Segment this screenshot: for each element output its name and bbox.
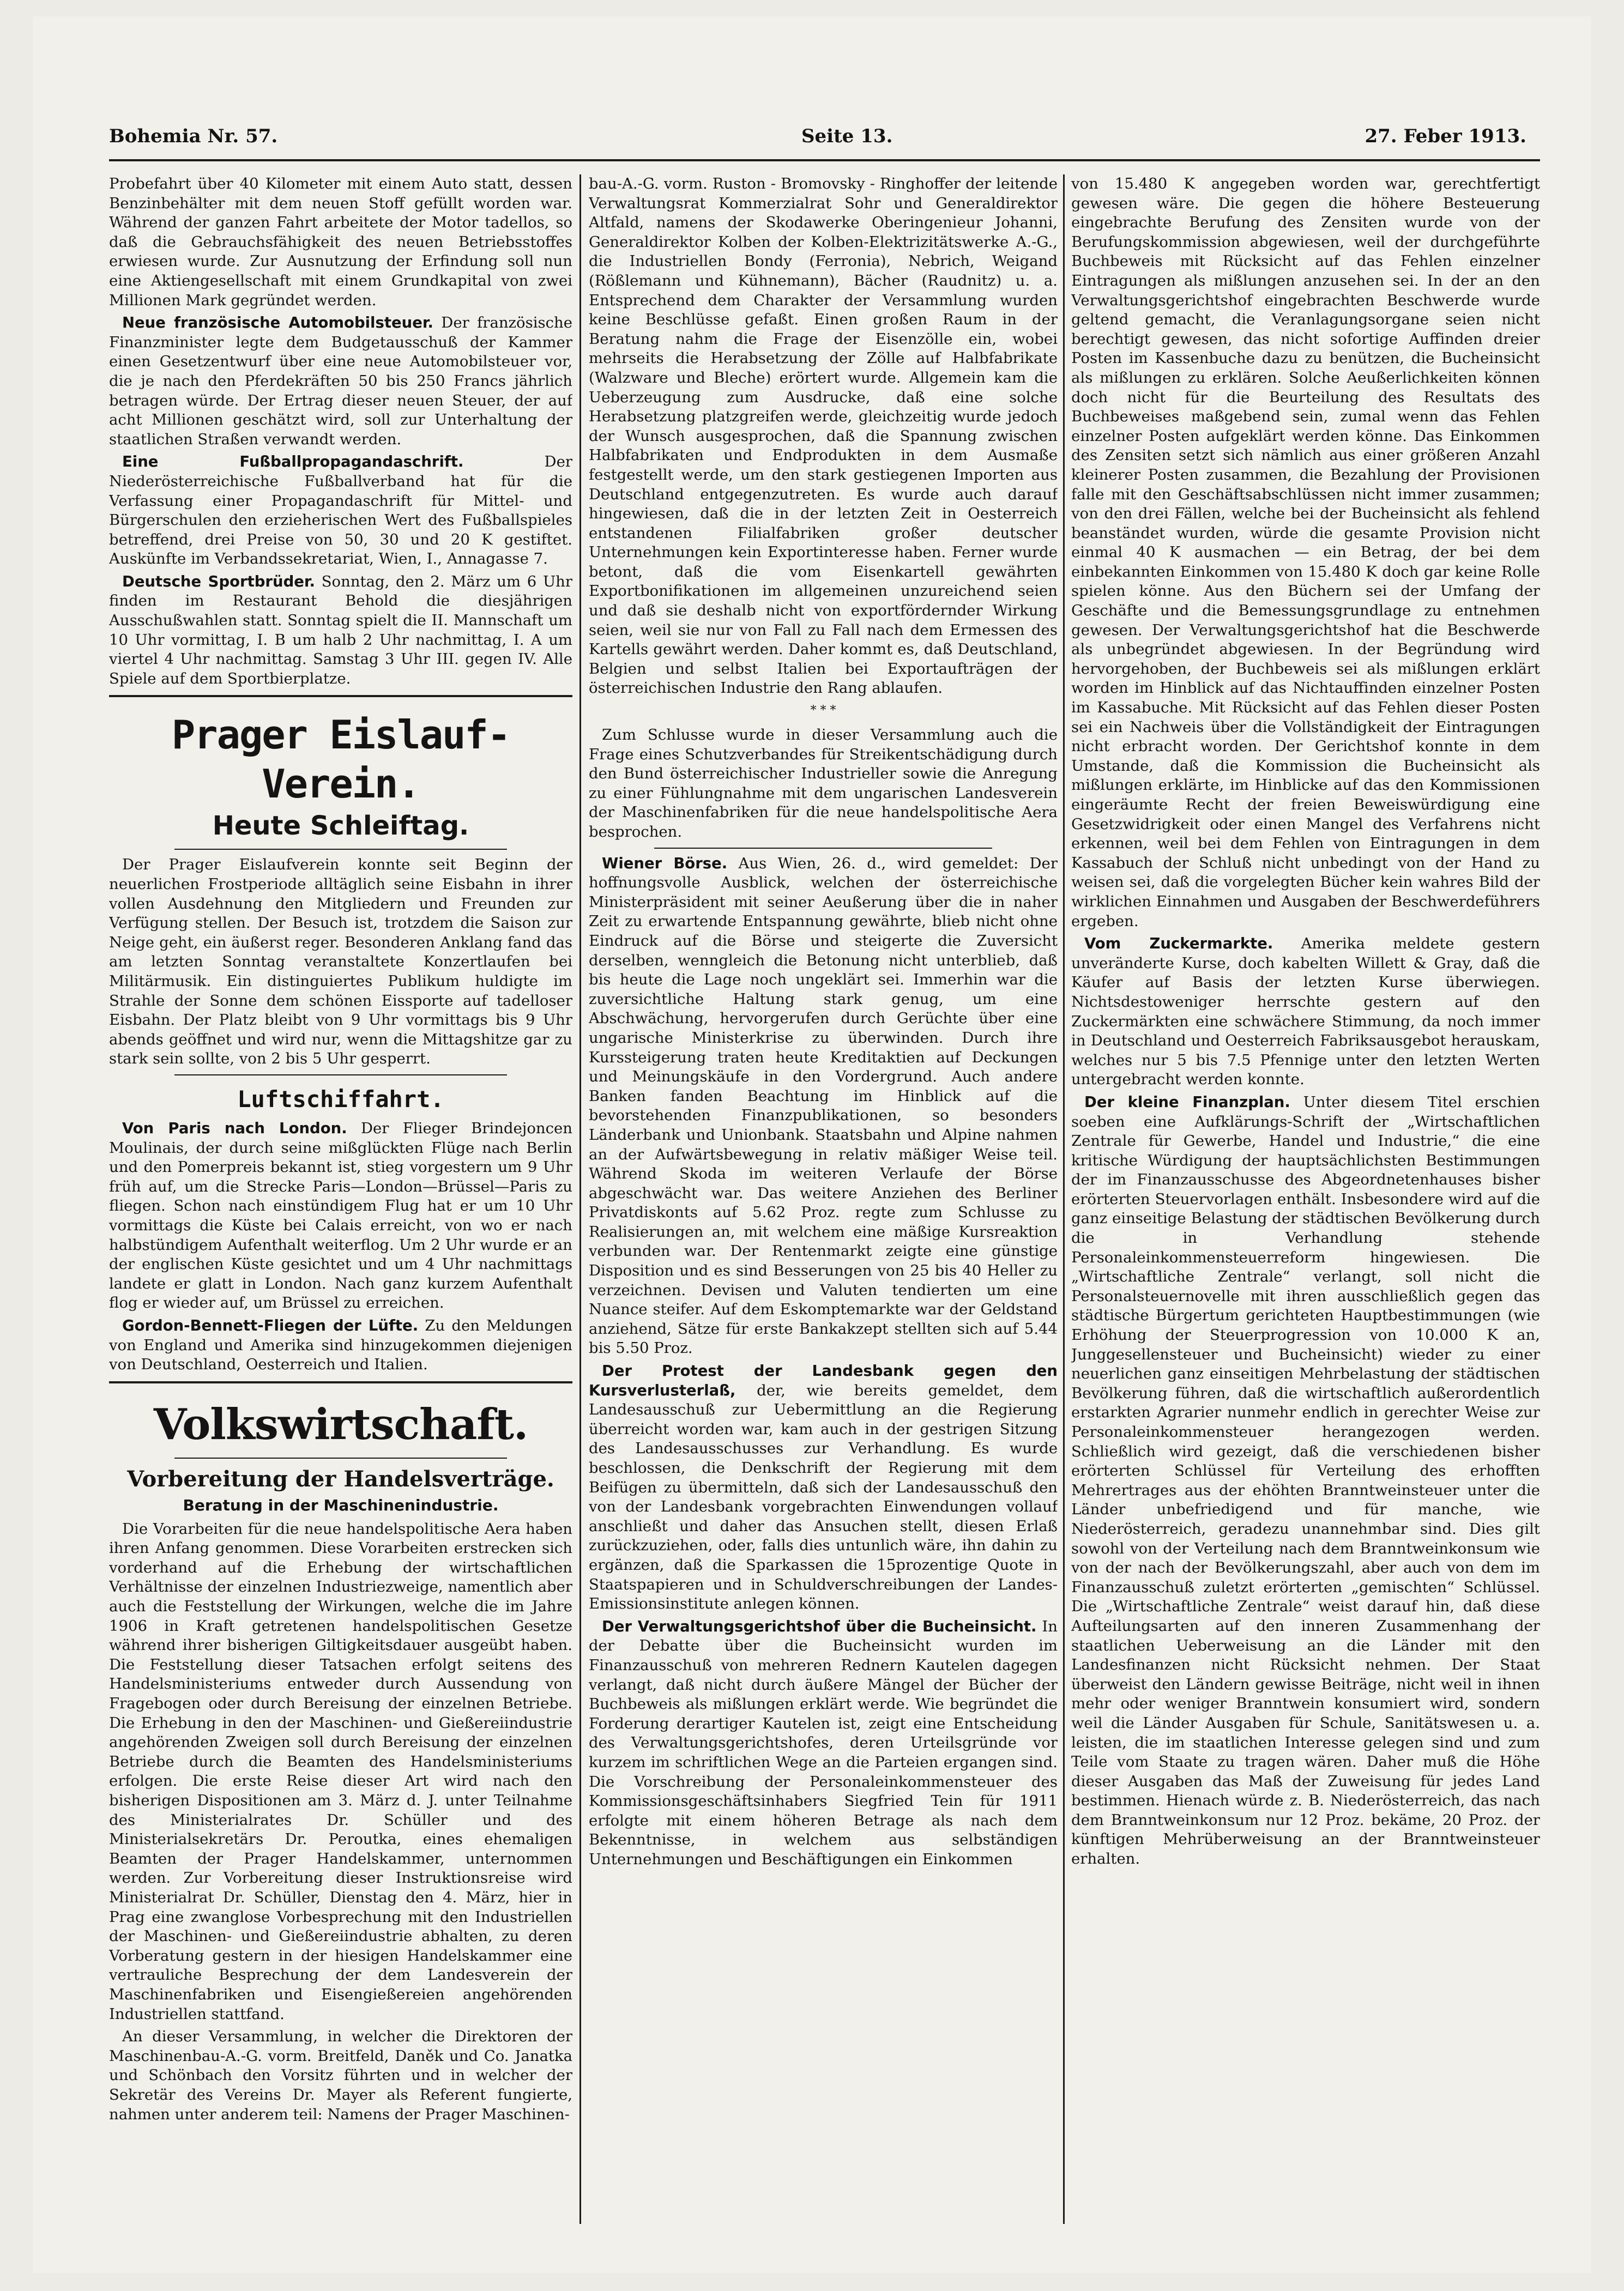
article-landesbank-title: Der Protest der Landesbank gegen den Kursverlusterlaß, — [589, 1362, 1058, 1399]
article-handelsvertraege-2: An dieser Versammlung, in welcher die Direktoren der Maschinenbau-A.-G. vorm. Breitfeld, Daněk und Co. Janatka und Schönbach den Vorsitz führten und in welcher der Sekretär des Vereins Dr. Mayer als Referent fungierte, nahmen unter anderem teil: Namens der Prager Maschinen- — [109, 2028, 572, 2123]
article-gordon-bennett-title: Gordon-Bennett-Fliegen der Lüfte. — [122, 1316, 419, 1334]
article-verwaltungsgerichtshof — [589, 1617, 1058, 1870]
headline-handelsvertraege: Vorbereitung der Handelsverträge. — [127, 1466, 554, 1492]
eislauf-headline: Prager Eislauf-Verein. — [171, 712, 510, 807]
separator-stars: * * * — [810, 704, 836, 718]
eislauf-subheadline: Heute Schleiftag. — [212, 811, 469, 842]
article-handelsvertraege-1: Die Vorarbeiten für die neue handelspolitische Aera haben ihren Anfang genommen. Diese Vorarbeiten erstrecken sich vorderhand auf die Erhebung der wirtschaftlichen Verhältnisse der einzelnen Industriezweige, namentlich aber auch die Feststellung der Wirkungen, welche die im Jahre 1906 in Kraft getretenen handelspolitischen Gesetze während ihrer bisherigen Giltigkeitsdauer ausgeübt haben. Die Feststellung dieser Tatsachen erfolgt seitens des Handelsministeriums entweder durch Aussendung von Fragebogen oder durch Bereisung der einzelnen Betriebe. Die Erhebung in den der Maschinen- und Gießereiindustrie angehörenden Zweigen soll durch Bereisung der einzelnen Betriebe durch die Beamten des Handelsministeriums erfolgen. Die erste Reise dieser Art wird nach den bisherigen Dispositionen am 3. März d. J. unter Teilnahme des Ministerialrates Dr. Schüller und des Ministerialsekretärs Dr. Peroutka, eines ehemaligen Beamten der Prager Handelskammer, unternommen werden. Zur Vorbereitung dieser Instruktionsreise wird Ministerialrat Dr. Schüller, Dienstag den 4. März, hier in Prag eine zwanglose Vorbesprechung mit den Industriellen der Maschinen- und Gießereiindustrie abhalten, zu deren Vorberatung gestern in der hiesigen Handelskammer eine vertrauliche Besprechung der dem Landesverein der Maschinenfabriken und Eisengießereien angehörenden Industriellen stattfand. — [109, 1520, 572, 2023]
article-automobilsteuer-title: Neue französische Automobilsteuer. — [122, 314, 433, 332]
article-paris-london-text: Der Flieger Brindejoncen Moulinais, der durch seine mißglückten Flüge nach Berlin und den Pomerpreis bekannt ist, stieg vorgestern um 9 Uhr früh auf, um die Strecke Paris—London—Brüssel—Paris zu fliegen. Schon nach einstündigem Flug hat er um 10 Uhr vormittags die Küste bei Calais erreicht, von wo er nach halbstündigem Aufenthalt weiterflog. Um 2 Uhr wurde er an der englischen Küste gesichtet und um 4 Uhr nachmittags landete er glatt in London. Nach ganz kurzem Aufenthalt flog er wieder auf, um Brüssel zu erreichen. — [109, 1119, 572, 1312]
column-1 — [109, 174, 572, 2235]
page-header — [109, 104, 1526, 153]
article-finanzplan-title: Der kleine Finanzplan. — [1084, 1093, 1290, 1111]
column-rule-1 — [579, 174, 581, 2224]
column-rule-2 — [1063, 174, 1065, 2224]
subheadline-maschinenindustrie: Beratung in der Maschinenindustrie. — [183, 1496, 499, 1514]
article-finanzplan — [1071, 1093, 1540, 1869]
article-eislauf: Der Prager Eislaufverein konnte seit Beginn der neuerlichen Frostperiode alltäglich seine Eisbahn in ihrer vollen Ausdehnung den Mitgliedern und Freunden zur Verfügung stellen. Der Besuch ist, trotzdem die Saison zur Neige geht, ein äußerst reger. Besonderen Anklang fand das am letzten Sonntag veranstaltete Konzertlaufen bei Militärmusik. Ein distinguiertes Publikum huldigte im Strahle der Sonne dem schönen Eissporte auf tadelloser Eisbahn. Der Platz bleibt von 9 Uhr vormittags bis 9 Uhr abends geöffnet und wird nur, wenn die Mittagshitze gar zu stark sein sollte, von 2 bis 5 Uhr gesperrt. — [109, 856, 572, 1068]
article-verwaltungsgerichtshof-title: Der Verwaltungsgerichtshof über die Bucheinsicht. — [602, 1617, 1037, 1635]
header-publication: Bohemia Nr. 57. — [109, 125, 278, 147]
divider — [109, 1381, 572, 1383]
article-wiener-boerse-text: Aus Wien, 26. d., wird gemeldet: Der hoffnungsvolle Ausblick, welchen der österreichische Ministerpräsident mit seiner Aeußerung über die in naher Zeit zu erwartende Entspannung gewährte, blieb nicht ohne Eindruck auf die Börse und steigerte die Zuversicht derselben, wenngleich die Betonung nicht unterblieb, daß bis heute die Lage noch ungeklärt sei. Immerhin war die zuversichtliche Haltung stark genug, um eine Abschwächung, hervorgerufen durch Gerüchte über eine ungarische Ministerkrise zu überwinden. Durch ihre Kurssteigerung traten heute Kreditaktien auf Deckungen und Meinungskäufe in den Vordergrund. Auch andere Banken fanden Beachtung im Hinblick auf die bevorstehenden Finanzpublikationen, so besonders Länderbank und Unionbank. Staatsbahn und Alpine nahmen an der Aufwärtsbewegung in relativ mäßiger Weise teil. Während Skoda im weiteren Verlaufe der Börse abgeschwächt war. Das weitere Anziehen des Berliner Privatdiskonts auf 5.62 Proz. regte zum Schlusse zu Realisierungen an, mit welchem eine mäßige Kursreaktion verbunden war. Der Rentenmarkt zeigte eine günstige Disposition und es sind Besserungen von 25 bis 40 Heller zu verzeichnen. Devisen und Valuten tendierten um eine Nuance steifer. Auf dem Eskomptemarkte war der Geldstand anziehend, Sätze für erste Bankakzept stellten sich auf 5.44 bis 5.50 Proz. — [589, 854, 1058, 1357]
divider — [174, 1074, 507, 1075]
divider — [654, 848, 992, 849]
newspaper-page — [33, 16, 1591, 2273]
article-fussball-title: Eine Fußballpropagandaschrift. — [122, 453, 464, 471]
header-date: 27. Feber 1913. — [1365, 125, 1526, 147]
section-luftschiffahrt: Luftschiffahrt. — [237, 1085, 444, 1113]
article-gordon-bennett-text: Zu den Meldungen von England und Amerika sind hinzugekommen diejenigen von Deutschland, Oesterreich und Italien. — [109, 1316, 572, 1374]
article-landesbank — [589, 1362, 1058, 1614]
divider — [109, 695, 572, 697]
column-2 — [589, 174, 1058, 2235]
article-wiener-boerse — [589, 854, 1058, 1358]
article-paris-london-title: Von Paris nach London. — [122, 1119, 347, 1137]
article-automobilsteuer-text: Der französische Finanzminister legte dem Budgetausschuß der Kammer einen Gesetzentwurf über eine neue Automobilsteuer vor, die je nach den Pferdekräften 50 bis 250 Francs jährlich betragen würde. Der Ertrag dieser neuen Steuer, der auf acht Millionen geschätzt wird, soll zur Unterhaltung der staatlichen Straßen verwandt werden. — [109, 314, 572, 448]
article-gordon-bennett — [109, 1316, 572, 1375]
article-fussball-text: Der Niederösterreichische Fußballverband hat für die Verfassung einer Propagandaschrift für Mittel- und Bürgerschulen den erzieherischen Wert des Fußballspieles betreffend, drei Preise von 50, 30 und 20 K gestiftet. Auskünfte im Verbandssekretariat, Wien, I., Annagasse 7. — [109, 453, 572, 568]
article-zuckermarkt-text: Amerika meldete gestern unveränderte Kurse, doch kabelten Willett & Gray, daß die Käufer auf Basis der letzten Kurse überwiegen. Nichtsdestoweniger herrschte gestern auf den Zuckermärkten eine schwächere Stimmung, da noch immer in Deutschland und Oesterreich Fabriksausgebot herauskam, welches nur 5 bis 7.5 Pfennige unter den letzten Werten untergebracht werden konnte. — [1071, 935, 1540, 1089]
article-zuckermarkt — [1071, 934, 1540, 1090]
article-automobilsteuer — [109, 313, 572, 449]
article-sportbrueder-text: Sonntag, den 2. März um 6 Uhr finden im Restaurant Behold die diesjährigen Ausschußwahlen statt. Sonntag spielt die II. Mannschaft um 10 Uhr vormittag, I. B um halb 2 Uhr nachmittag, I. A um viertel 4 Uhr nachmittag. Samstag 3 Uhr III. gegen IV. Alle Spiele auf dem Sportbierplatze. — [109, 572, 572, 687]
header-rule — [109, 159, 1540, 161]
article-probefahrt: Probefahrt über 40 Kilometer mit einem Auto statt, dessen Benzinbehälter mit dem neuen Stoff gefüllt worden war. Während der ganzen Fahrt arbeitete der Motor tadellos, so daß die Gebrauchsfähigkeit des neuen Betriebsstoffes erwiesen wurde. Zur Ausnutzung der Erfindung soll nun eine Aktiengesellschaft mit einem Grundkapital von zwei Millionen Mark gegründet werden. — [109, 175, 572, 309]
article-handelsvertraege-cont: bau-A.-G. vorm. Ruston - Bromovsky - Ringhoffer der leitende Verwaltungsrat Kommerzialrat Sohr und Generaldirektor Altfald, namens der Skodawerke Oberingenieur Johanni, Generaldirektor Kolben der Kolben-Elektrizitätswerke A.-G., die Industriellen Bondy (Ferronia), Nebrich, Weigand (Rößlemann und Kühnemann), Bächer (Raudnitz) u. a. Entsprechend dem Charakter der Versammlung wurden keine Beschlüsse gefaßt. Einen großen Raum in der Beratung nahm die Frage der Eisenzölle ein, wobei mehrseits die Herabsetzung der Zölle auf Halbfabrikate (Walzware und Bleche) erörtert wurde. Allgemein kam die Ueberzeugung zum Ausdrucke, daß eine solche Herabsetzung platzgreifen werde, gleichzeitig wurde jedoch der Wunsch ausgesprochen, daß die Spannung zwischen Halbfabrikaten und Endprodukten in dem Ausmaße festgestellt werde, um den stark gestiegenen Importen aus Deutschland entgegenzutreten. Es wurde auch darauf hingewiesen, daß die in der letzten Zeit in Oesterreich entstandenen Filialfabriken großer deutscher Unternehmungen kein Exportinteresse haben. Ferner wurde betont, daß die vom Eisenkartell gewährten Exportbonifikationen im allgemeinen unzureichend seien und daß sie deshalb nicht von exportfördernder Wirkung seien, weil sie nur von Fall zu Fall nach dem Ermessen des Kartells gewährt werden. Daher kommt es, daß Deutschland, Belgien und selbst Italien bei Exportaufträgen der österreichischen Industrie den Rang ablaufen. — [589, 175, 1058, 697]
header-page-number: Seite 13. — [801, 125, 893, 147]
article-verwaltungsgerichtshof-text: In der Debatte über die Bucheinsicht wurden im Finanzausschuß von mehreren Rednern Kautelen dagegen verlangt, daß nicht durch äußere Mängel der Bücher der Buchbeweis als mißlungen erklärt werde. Wie begründet die Forderung derartiger Kautelen ist, zeigt eine Entscheidung des Verwaltungsgerichtshofes, deren Urteilsgründe vor kurzem im schriftlichen Wege an die Parteien ergangen sind. Die Vorschreibung der Personaleinkommensteuer des Kommissionsgeschäftsinhabers Siegfried Tein für 1911 erfolgte mit einem höheren Betrage als nach dem Bekenntnisse, in welchem aus selbständigen Unternehmungen und Beschäftigungen ein Einkommen — [589, 1617, 1058, 1868]
article-sportbrueder-title: Deutsche Sportbrüder. — [122, 572, 315, 590]
article-verwaltungsgerichtshof-cont: von 15.480 K angegeben worden war, gerechtfertigt gewesen wäre. Die gegen die höhere Besteuerung eingebrachte Berufung des Zensiten wurde von der Berufungskommission abgewiesen, weil der durchgeführte Buchbeweis mit Rücksicht auf das Fehlen einzelner Eintragungen als mißlungen anzusehen sei. In der an den Verwaltungsgerichtshof eingebrachten Beschwerde wurde geltend gemacht, die Veranlagungsorgane seien nicht berechtigt gewesen, das nicht sofortige Auffinden dreier Posten im Kassenbuche dazu zu benützen, die Bucheinsicht als mißlungen zu erklären. Solche Aeußerlichkeiten können doch nicht für die Beurteilung des Resultats des Buchbeweises maßgebend sein, zumal wenn das Fehlen einzelner Posten aufgeklärt werden könne. Das Einkommen des Zensiten setzt sich nämlich aus einer größeren Anzahl kleinerer Posten zusammen, die Bezahlung der Provisionen falle mit den Geschäftsabschlüssen nicht immer zusammen; von den drei Fällen, welche bei der Bucheinsicht als fehlend beanständet wurden, würde die gesamte Provision nicht einmal 40 K ausmachen — ein Betrag, der bei dem einbekannten Einkommen von 15.480 K doch gar keine Rolle spielen könne. Aus den Büchern sei der Umfang der Geschäfte und die Bemessungsgrundlage zu entnehmen gewesen. Der Verwaltungsgerichtshof hat die Beschwerde als unbegründet abgewiesen. In der Begründung wird hervorgehoben, der Buchbeweis sei als mißlungen erklärt worden im Hinblick auf das Nichtauffinden einzelner Posten im Kassabuche. Mit Rücksicht auf das Fehlen dieser Posten sei ein Nachweis über die Vollständigkeit der Eintragungen nicht erbracht worden. Der Gerichtshof konnte in dem Umstande, daß die Kommission die Bucheinsicht als mißlungen erklärte, im Hinblicke auf das den Kommissionen eingeräumte Recht der freien Beweiswürdigung eine Gesetzwidrigkeit oder einen Mangel des Verfahrens nicht erkennen, weil bei dem Fehlen von Eintragungen in dem Kassabuch der Schluß nicht unbedingt von der Hand zu weisen sei, daß die vorgelegten Bücher kein wahres Bild der wirklichen Einnahmen und Ausgaben der Beschwerdeführers ergeben. — [1071, 175, 1540, 930]
article-fussball — [109, 452, 572, 569]
article-landesbank-text: der, wie bereits gemeldet, dem Landesausschuß zur Uebermittlung an die Regierung überreicht worden war, kam auch in der gestrigen Sitzung des Landesausschusses zur Verhandlung. Es wurde beschlossen, die Denkschrift der Regierung mit dem Beifügen zu übermitteln, daß sich der Landesausschuß den von der Landesbank vorgebrachten Einwendungen vollauf anschließt und daher das Ansuchen stellt, diesen Erlaß zurückzuziehen, oder, falls dies untunlich wäre, ihn dahin zu ergänzen, daß die Sparkassen die 15prozentige Quote in Staatspapieren und in Schuldverschreibungen der Landes-Emissionsinstitute anlegen können. — [589, 1381, 1058, 1613]
article-zuckermarkt-title: Vom Zuckermarkte. — [1084, 935, 1273, 953]
section-volkswirtschaft: Volkswirtschaft. — [153, 1399, 528, 1449]
article-wiener-boerse-title: Wiener Börse. — [602, 854, 728, 872]
article-sportbrueder — [109, 572, 572, 689]
article-finanzplan-text: Unter diesem Titel erschien soeben eine Aufklärungs-Schrift der „Wirtschaftlichen Zentrale für Gewerbe, Handel und Industrie,“ die eine kritische Würdigung der hauptsächlichsten Bestimmungen der im Finanzausschusse des Abgeordnetenhauses bisher erörterten Steuervorlagen enthält. Insbesondere wird auf die ganz einseitige Belastung der städtischen Bevölkerung durch die in Verhandlung stehende Personaleinkommensteuerreform hingewiesen. Die „Wirtschaftliche Zentrale“ verlangt, soll nicht die Personalsteuernovelle mit ihren ausschließlich gegen das städtische Bürgertum gerichteten Hauptbestimmungen (wie Erhöhung der Steuerprogression von 10.000 K an, Junggesellensteuer und Bucheinsicht) wieder zu einer neuerlichen ganz einseitigen Mehrbelastung der städtischen Bevölkerung führen, daß die wirtschaftlich außerordentlich erstarkten Agrarier nunmehr endlich in gerechter Weise zur Personaleinkommensteuer herangezogen werden. Schließlich wird gezeigt, daß die verschiedenen bisher erörterten Schlüssel für Verteilung des erhofften Mehrertrages aus der ehöhten Branntweinsteuer unter die Länder unbefriedigend und für manche, wie Niederösterreich, geradezu unannehmbar sind. Dies gilt sowohl von der Verteilung nach dem Branntweinkonsum wie von der nach der Bevölkerungszahl, aber auch von dem im Finanzausschuß zuletzt erörterten „gemischten“ Schlüssel. Die „Wirtschaftliche Zentrale“ weist darauf hin, daß diese Aufteilungsarten auf den inneren Zusammenhang der staatlichen Ueberweisung an die Länder mit den Landesfinanzen nicht Rücksicht nehmen. Der Staat überweist den Ländern gewisse Beiträge, nicht weil in ihnen mehr oder weniger Branntwein konsumiert wird, sondern weil die Länder Ausgaben für Schule, Sanitätswesen u. a. leisten, die im staatlichen Interesse gelegen sind und zum Teile vom Staate zu tragen wären. Daher muß die Höhe dieser Ausgaben das Maß der Zuweisung für jedes Land bestimmen. Hienach würde z. B. Niederösterreich, das nach dem Branntweinkonsum nur 12 Proz. bekäme, 20 Proz. der künftigen Mehrüberweisung an der Branntweinsteuer erhalten. — [1071, 1093, 1540, 1868]
article-streikentschaedigung: Zum Schlusse wurde in dieser Versammlung auch die Frage eines Schutzverbandes für Streikentschädigung durch den Bund österreichischer Industrieller sowie die Anregung zu einer Fühlungnahme mit dem ungarischen Landesverein der Maschinenfabriken für die neue handelspolitische Aera besprochen. — [589, 726, 1058, 841]
divider — [174, 1458, 507, 1459]
column-3 — [1071, 174, 1540, 2235]
article-paris-london — [109, 1119, 572, 1313]
divider — [174, 849, 507, 850]
